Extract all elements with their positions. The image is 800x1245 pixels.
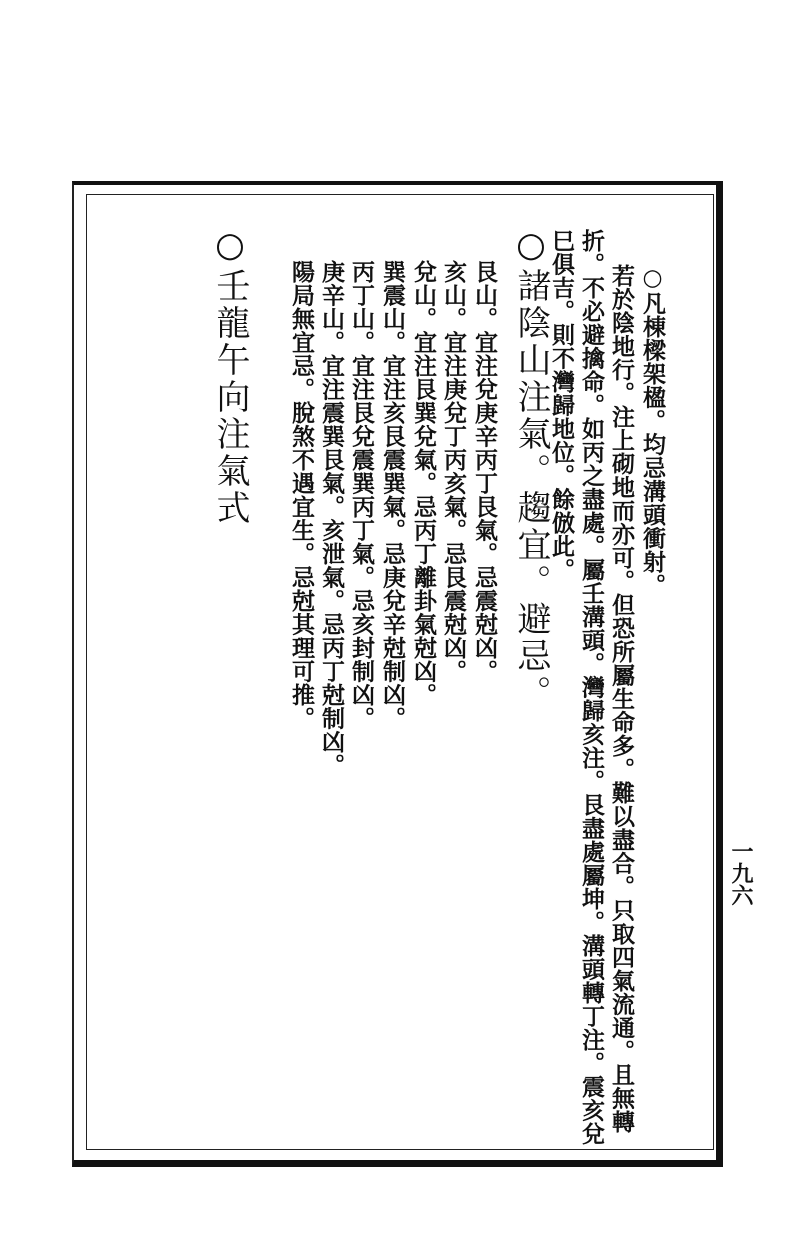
section-heading-2: ○壬龍午向注氣式 <box>210 225 250 527</box>
text-column-1: ○凡棟樑架楹。均忌溝頭衝射。 <box>639 264 666 597</box>
text-column-4: 巳俱吉。則不灣歸地位。餘倣此。 <box>548 229 575 582</box>
text-column-6: 亥山。宜注庚兌丁丙亥氣。忌艮震尅凶。 <box>440 260 467 683</box>
text-column-8: 巽震山。宜注亥艮震巽氣。忌庚兌辛尅制凶。 <box>379 260 406 730</box>
text-column-10: 庚辛山。宜注震巽艮氣。亥泄氣。忌丙丁尅制凶。 <box>318 260 345 777</box>
text-column-11: 陽局無宜忌。脫煞不遇宜生。忌尅其理可推。 <box>288 260 315 730</box>
text-column-5: 艮山。宜注兌庚辛丙丁艮氣。忌震尅凶。 <box>471 260 498 683</box>
text-column-7: 兌山。宜注艮巽兌氣。忌丙丁離卦氣尅凶。 <box>410 260 437 707</box>
text-column-3: 折。不必避擒命。如丙之盡處。屬壬溝頭。灣歸亥注。艮盡處屬坤。溝頭轉丁注。震亥兌 <box>578 229 605 1146</box>
section-heading-1: ○諸陰山注氣。趨宜。避忌。 <box>511 225 551 712</box>
text-column-2: 若於陰地行。注上砌地而亦可。但恐所屬生命多。難以盡合。只取四氣流通。且無轉 <box>608 264 635 1134</box>
page-number: 一九六 <box>728 840 754 906</box>
text-column-9: 丙丁山。宜注艮兌震巽丙丁氣。忌亥封制凶。 <box>348 260 375 730</box>
